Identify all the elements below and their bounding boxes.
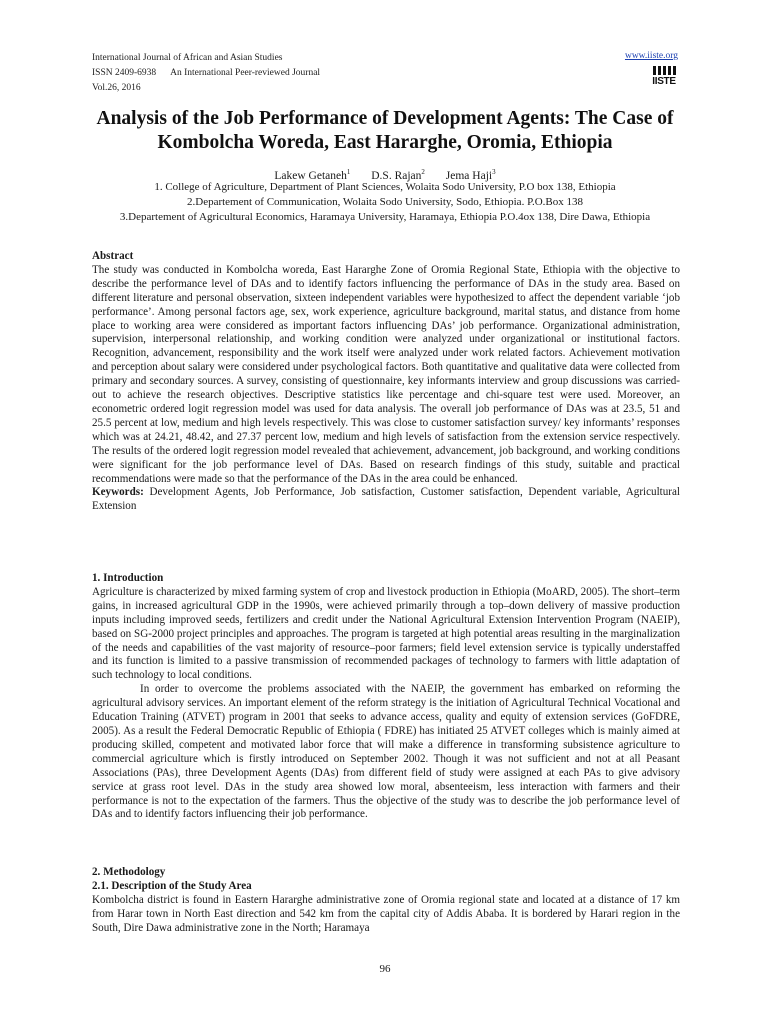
affiliations bbox=[92, 180, 678, 225]
volume: Vol.26, 2016 bbox=[92, 83, 141, 93]
abstract-heading: Abstract bbox=[92, 250, 134, 262]
journal-website-link[interactable]: www.iiste.org bbox=[624, 51, 678, 61]
iiste-logo bbox=[650, 66, 678, 90]
author: D.S. Rajan$^2$ bbox=[371, 168, 425, 182]
keywords bbox=[92, 486, 680, 514]
paper-title: Analysis of the Job Performance of Development Agents: The Case of Kombolcha Woreda, East Hararghe, Oromia, Ethiopia bbox=[96, 108, 674, 153]
keywords-label: Keywords: bbox=[92, 486, 144, 499]
affiliation: 2.Departement of Communication, Wolaita Sodo University, Sodo, Ethiopia. P.O.Box 138 bbox=[187, 196, 583, 208]
affiliation: 1. College of Agriculture, Department of Plant Sciences, Wolaita Sodo University, P.O box 138, Ethiopia bbox=[154, 181, 616, 193]
section-heading: 1. Introduction bbox=[92, 572, 164, 584]
logo-bars-icon bbox=[650, 66, 678, 75]
logo-text: IISTE bbox=[652, 76, 676, 87]
abstract-text: The study was conducted in Kombolcha woreda, East Hararghe Zone of Oromia Regional State, Ethiopia with the objective to describe the performance level of DAs and to identify factors influencing the performance of DAs in the study area. Based on different literature and personal observation, sixteen independent variables were hypothesized to affect the dependent variable ‘job performance’. Among personal factors age, sex, work experience, agriculture background, marital status, and distance from home place to working area were considered as important factors influencing DAs’ job performance. Organizational administration, supervision, interpersonal relationship, and working condition were analyzed under organizational or institutional factors. Recognition, advancement, responsibility and the work itself were analyzed under work related factors. Achievement motivation and perception about salary were considered under psychological factors. Both quantitative and qualitative data were collected from primary and secondary sources. A survey, consisting of questionnaire, key informants interview and group discussions was carried-out to achieve the research objectives. Descriptive statistics like percentage and chi-square test were used. Moreover, an econometric ordered logit regression model was used for data analysis. The overall job performance of DAs was at 23.5, 51 and 25.5 percent at low, medium and high levels respectively. This was close to customer satisfaction survey/ key informants’ responses which was at 24.21, 48.42, and 27.37 percent low, medium and high levels of satisfaction from the extension service respectively. The results of the ordered logit regression model revealed that achievement, advancement, job background, and working conditions were significant for the job performance level of DAs. Based on research findings of this study, suitable and practical recommendations were made so that the performance of the DAs in the area could be enhanced. bbox=[92, 263, 680, 485]
methodology-section bbox=[92, 866, 680, 936]
paragraph: Kombolcha district is found in Eastern Hararghe administrative zone of Oromia regional state and located at a distance of 17 km from Harar town in North East direction and 542 km from the capital city of Addis Ababa. It is bordered by Harari region in the South, Dire Dawa administrative zone in the North; Haramaya bbox=[92, 893, 680, 934]
author: Jema Haji$^3$ bbox=[445, 168, 496, 182]
author: Lakew Getaneh$^1$ bbox=[274, 168, 351, 182]
section-heading: 2. Methodology bbox=[92, 866, 166, 878]
introduction-section bbox=[92, 572, 680, 822]
paragraph: Agriculture is characterized by mixed farming system of crop and livestock production in Ethiopia (MoARD, 2005). The short–term gains, in increased agricultural GDP in the 1990s, were achieved primarily through a top–down delivery of massive production inputs including improved seeds, fertilizers and credit under the National Agricultural Extension Intervention Program (NAEIP), based on SG-2000 project principles and approaches. The program is targeted at high potential areas resulting in the marginalization of the needs and capabilities of the vast majority of resource–poor farmers; field level extension service is typically understaffed and its function is limited to a passive transmission of recommended packages of technology to farmers with little adaptation of such technology to local conditions. bbox=[92, 585, 680, 682]
affiliation: 3.Departement of Agricultural Economics, Haramaya University, Haramaya, Ethiopia P.O.4ox 138, Dire Dawa, Ethiopia bbox=[119, 211, 651, 223]
journal-header bbox=[92, 51, 320, 96]
keywords-text: Development Agents, Job Performance, Job satisfaction, Customer satisfaction, Dependent variable, Agricultural Extension bbox=[92, 486, 680, 513]
paragraph: In order to overcome the problems associated with the NAEIP, the government has embarked on reforming the agricultural advisory services. An important element of the reform strategy is the initiation of Agricultural Technical Vocational and Education Training (ATVET) program in 2001 that seeks to advance access, quality and equity of extension services (GoFDRE, 2005). As a result the Federal Democratic Republic of Ethiopia ( FDRE) has initiated 25 ATVET colleges which is mainly aimed at producing skilled, competent and motivated labor force that will make a difference in transforming subsistence agriculture to commercial agriculture which is firstly introduced on September 2002. Though it was not sufficient and not at all Peasant Associations (PAs), three Development Agents (DAs) from different field of study were assigned at each PAs to give advisory service at grass root level. DAs in the study area showed low moral, absenteeism, less interaction with farmers and their performance is not to the expectation of the farmers. Thus the objective of the study was to describe the job performance level of DAs and to identify factors influencing their job performance. bbox=[92, 683, 680, 821]
page-number: 96 bbox=[379, 963, 391, 975]
issn: ISSN 2409-6938 bbox=[92, 68, 157, 78]
peer-review-note: An International Peer-reviewed Journal bbox=[170, 68, 321, 78]
journal-name: International Journal of African and Asian Studies bbox=[92, 53, 283, 63]
abstract-section bbox=[92, 250, 680, 514]
issn-line bbox=[92, 66, 320, 81]
subsection-heading: 2.1. Description of the Study Area bbox=[92, 879, 252, 892]
